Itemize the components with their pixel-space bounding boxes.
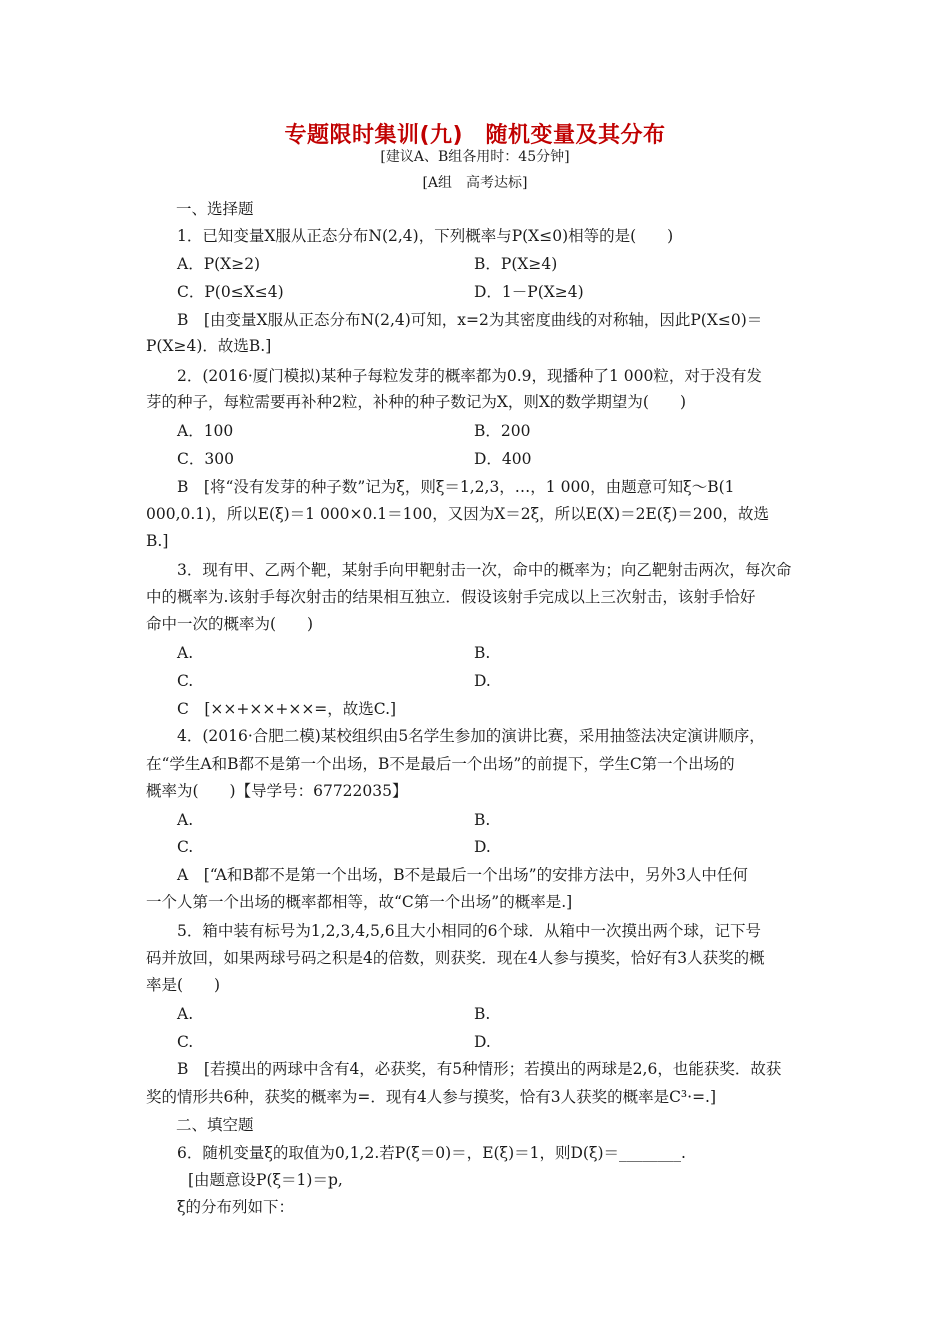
q4-option-c: C. — [177, 838, 194, 856]
section-heading-choice: 一、选择题 — [176, 200, 254, 218]
q2-option-a: A．100 — [177, 422, 234, 440]
q6-answer-line2: ξ的分布列如下： — [177, 1198, 295, 1216]
section-heading-fill: 二、填空题 — [176, 1116, 254, 1134]
q5-option-b: B. — [474, 1005, 491, 1023]
q5-answer-line1: B [若摸出的两球中含有4，必获奖，有5种情形；若摸出的两球是2,6，也能获奖．故获 — [177, 1060, 782, 1078]
q3-option-a: A. — [177, 644, 194, 662]
q2-stem-line1: 2．(2016·厦门模拟)某种子每粒发芽的概率都为0.9，现播种了1 000粒，对于没有发 — [177, 367, 762, 385]
q4-option-d: D. — [474, 838, 491, 856]
q2-answer-line1: B [将“没有发芽的种子数”记为ξ，则ξ＝1,2,3，…，1 000，由题意可知ξ～B(1 — [177, 478, 735, 496]
q2-option-c: C．300 — [177, 450, 234, 468]
q6-answer-line1: [由题意设P(ξ＝1)＝p, — [188, 1171, 343, 1189]
q5-option-d: D. — [474, 1033, 491, 1051]
q1-answer-line1: B [由变量X服从正态分布N(2,4)可知，x=2为其密度曲线的对称轴，因此P(X≤0)＝ — [177, 311, 763, 329]
q3-stem-line1: 3．现有甲、乙两个靶，某射手向甲靶射击一次，命中的概率为；向乙靶射击两次，每次命 — [177, 561, 792, 579]
q2-option-b: B．200 — [474, 422, 531, 440]
q1-option-b: B．P(X≥4) — [474, 255, 558, 273]
q3-option-b: B. — [474, 644, 491, 662]
page-title: 专题限时集训(九) 随机变量及其分布 — [284, 123, 666, 148]
q4-stem-line1: 4．(2016·合肥二模)某校组织由5名学生参加的演讲比赛，采用抽签法决定演讲顺序， — [177, 727, 765, 745]
q4-answer-line2: 一个人第一个出场的概率都相等，故“C第一个出场”的概率是.] — [146, 893, 573, 911]
q1-answer-line2: P(X≥4)．故选B.] — [146, 337, 272, 355]
q3-stem-line3: 命中一次的概率为( ) — [146, 615, 314, 633]
q5-answer-line2: 奖的情形共6种，获奖的概率为=．现有4人参与摸奖，恰有3人获奖的概率是C³·=.] — [146, 1088, 717, 1106]
q1-option-d: D．1－P(X≥4) — [474, 283, 584, 301]
q6-stem: 6．随机变量ξ的取值为0,1,2.若P(ξ＝0)＝，E(ξ)＝1，则D(ξ)＝________. — [177, 1144, 686, 1162]
q5-option-c: C. — [177, 1033, 194, 1051]
q4-option-a: A. — [177, 811, 194, 829]
q5-option-a: A. — [177, 1005, 194, 1023]
q1-stem: 1．已知变量X服从正态分布N(2,4)，下列概率与P(X≤0)相等的是( ) — [177, 227, 674, 245]
q2-stem-line2: 芽的种子，每粒需要再补种2粒，补种的种子数记为X，则X的数学期望为( ) — [146, 393, 687, 411]
q2-answer-line2: 000,0.1)，所以E(ξ)＝1 000×0.1＝100，又因为X＝2ξ，所以E(X)＝2E(ξ)＝200，故选 — [146, 505, 770, 523]
q1-option-c: C．P(0≤X≤4) — [177, 283, 284, 301]
group-label: [A组 高考达标] — [422, 175, 528, 191]
q4-stem-line2: 在“学生A和B都不是第一个出场，B不是最后一个出场”的前提下，学生C第一个出场的 — [146, 755, 735, 773]
q3-stem-line2: 中的概率为.该射手每次射击的结果相互独立．假设该射手完成以上三次射击，该射手恰好 — [146, 588, 756, 606]
q4-answer-line1: A [“A和B都不是第一个出场，B不是最后一个出场”的安排方法中，另外3人中任何 — [177, 866, 748, 884]
time-suggestion: [建议A、B组各用时：45分钟] — [380, 149, 570, 165]
q3-option-c: C. — [177, 672, 194, 690]
q2-option-d: D．400 — [474, 450, 532, 468]
q5-stem-line1: 5．箱中装有标号为1,2,3,4,5,6且大小相同的6个球．从箱中一次摸出两个球，记下号 — [177, 922, 762, 940]
q3-option-d: D. — [474, 672, 491, 690]
q5-stem-line3: 率是( ) — [146, 976, 221, 994]
q3-answer: C [××+××+××=，故选C.] — [177, 700, 397, 718]
q1-option-a: A．P(X≥2) — [177, 255, 261, 273]
q5-stem-line2: 码并放回，如果两球号码之积是4的倍数，则获奖．现在4人参与摸奖，恰好有3人获奖的概 — [146, 949, 765, 967]
q4-stem-line3: 概率为( )【导学号：67722035】 — [146, 782, 408, 800]
q4-option-b: B. — [474, 811, 491, 829]
q2-answer-line3: B.] — [146, 532, 169, 550]
